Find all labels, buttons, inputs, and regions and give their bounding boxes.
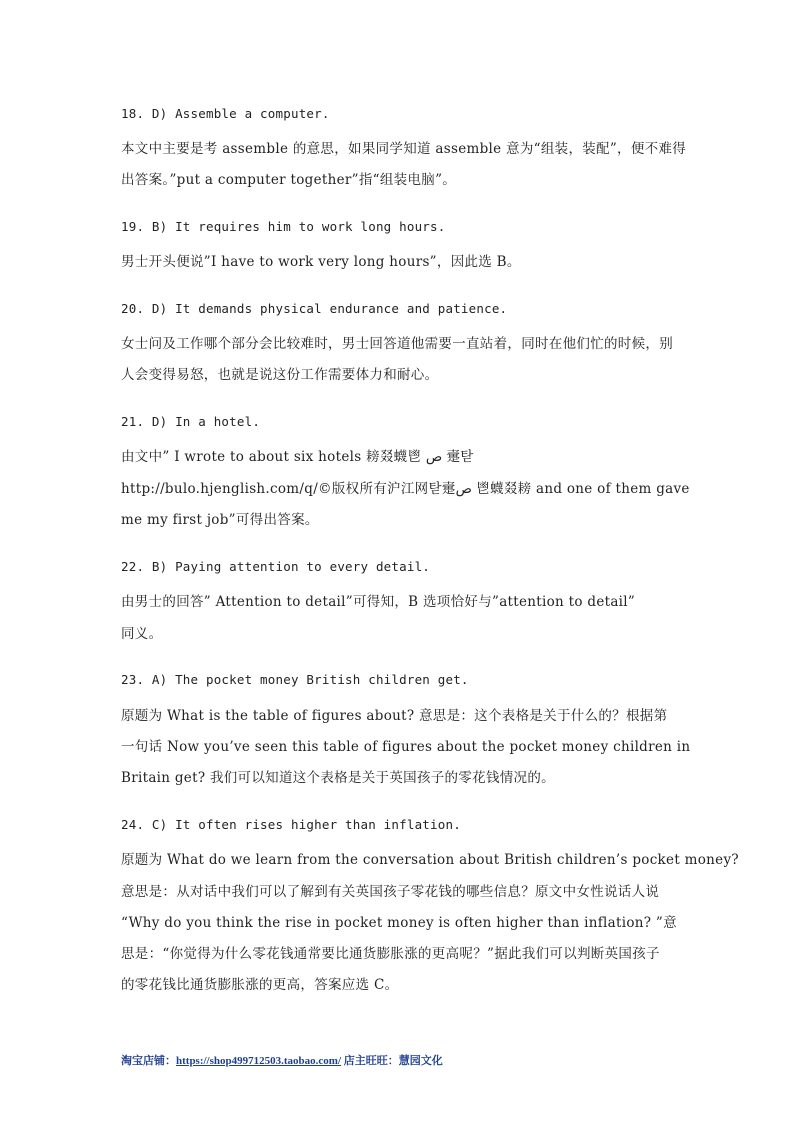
explanation-24-line-4: 思是：“你觉得为什么零花钱通常要比通货膨胀涨的更高呢？”据此我们可以判断英国孩子: [121, 946, 660, 962]
explanation-19-line-1: 男士开头便说”I have to work very long hours”，因此选 B。: [121, 254, 521, 270]
answer-24: 24. C) It often rises higher than inflation.: [121, 817, 461, 832]
answer-19: 19. B) It requires him to work long hours.: [121, 219, 446, 234]
explanation-21-line-3: me my first job”可得出答案。: [121, 512, 319, 528]
answer-21: 21. D) In a hotel.: [121, 414, 261, 429]
answer-18: 18. D) Assemble a computer.: [121, 106, 330, 121]
explanation-24-line-5: 的零花钱比通货膨胀涨的更高，答案应选 C。: [121, 977, 399, 993]
explanation-22-line-1: 由男士的回答” Attention to detail”可得知，B 选项恰好与”attention to detail”: [121, 594, 636, 610]
shop-link[interactable]: https://shop499712503.taobao.com/: [176, 1055, 342, 1067]
explanation-22-line-2: 同义。: [121, 626, 163, 642]
footer: [121, 1052, 443, 1068]
explanation-20-line-1: 女士问及工作哪个部分会比较难时，男士回答道他需要一直站着，同时在他们忙的时候，别: [121, 336, 673, 352]
explanation-24-line-2: 意思是：从对话中我们可以了解到有关英国孩子零花钱的哪些信息？原文中女性说话人说: [121, 884, 660, 900]
explanation-24-line-3: “Why do you think the rise in pocket money is often higher than inflation? ”意: [121, 915, 677, 931]
shop-label: 淘宝店铺：: [121, 1055, 176, 1067]
explanation-18-line-2: 出答案。”put a computer together”指“组装电脑”。: [121, 172, 457, 188]
answer-20: 20. D) It demands physical endurance and patience.: [121, 301, 508, 316]
explanation-21-line-2: http://bulo.hjenglish.com/q/©版权所有沪江网탇㚄ص 鬯蠛叕耪 and one of them gave: [121, 481, 690, 497]
explanation-20-line-2: 人会变得易怒，也就是说这份工作需要体力和耐心。: [121, 367, 439, 383]
explanation-24-line-1: 原题为 What do we learn from the conversation about British children’s pocket money?: [121, 852, 739, 868]
owner-label: 店主旺旺：慧园文化: [341, 1055, 443, 1067]
explanation-21-line-1: 由文中” I wrote to about six hotels 耪叕蠛鬯 ص 㚄탇: [121, 449, 474, 465]
explanation-23-line-3: Britain get? 我们可以知道这个表格是关于英国孩子的零花钱情况的。: [121, 770, 555, 786]
explanation-23-line-2: 一句话 Now you’ve seen this table of figures about the pocket money children in: [121, 739, 691, 755]
answer-22: 22. B) Paying attention to every detail.: [121, 559, 431, 574]
explanation-23-line-1: 原题为 What is the table of figures about? 意思是：这个表格是关于什么的？根据第: [121, 708, 668, 724]
answer-23: 23. A) The pocket money British children get.: [121, 672, 469, 687]
explanation-18-line-1: 本文中主要是考 assemble 的意思，如果同学知道 assemble 意为“组装，装配”，便不难得: [121, 141, 687, 157]
